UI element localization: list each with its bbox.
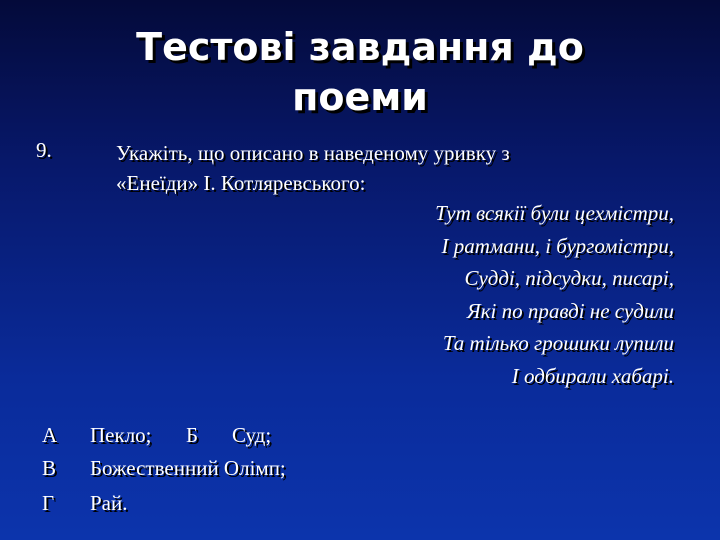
slide-title	[0, 22, 720, 122]
poem-line: І одбирали хабарі.	[511, 363, 674, 388]
answer-text-a: Пекло;	[90, 423, 152, 447]
question-text-line-2: «Енеїди» І. Котляревського:	[116, 171, 366, 195]
answer-row-v	[42, 456, 442, 486]
answer-text-v: Божественний Олімп;	[90, 456, 286, 480]
answer-letter-g: Г	[42, 491, 55, 515]
poem-line: І ратмани, і бургомістри,	[441, 233, 674, 258]
answer-row-g	[42, 491, 242, 521]
question-text-line-1: Укажіть, що описано в наведеному уривку з	[116, 141, 510, 165]
question-number: 9.	[36, 138, 52, 162]
poem-line: Тут всякії були цехмістри,	[435, 201, 674, 225]
answer-text-g: Рай.	[90, 491, 128, 515]
title-line-1: Тестові завдання до	[136, 25, 584, 69]
poem-line: Які по правді не судили	[466, 298, 674, 323]
answer-text-b: Суд;	[232, 423, 272, 447]
poem-excerpt	[435, 197, 674, 392]
answer-letter-b: Б	[186, 423, 199, 447]
title-line-2: поеми	[292, 75, 428, 119]
question-text	[116, 138, 686, 198]
poem-line: Судді, підсудки, писарі,	[464, 266, 674, 290]
answer-letter-a: А	[42, 423, 58, 447]
answer-row-a-b	[42, 423, 342, 453]
poem-line: Та тілько грошики лупили	[442, 331, 674, 355]
answer-letter-v: В	[42, 456, 57, 480]
